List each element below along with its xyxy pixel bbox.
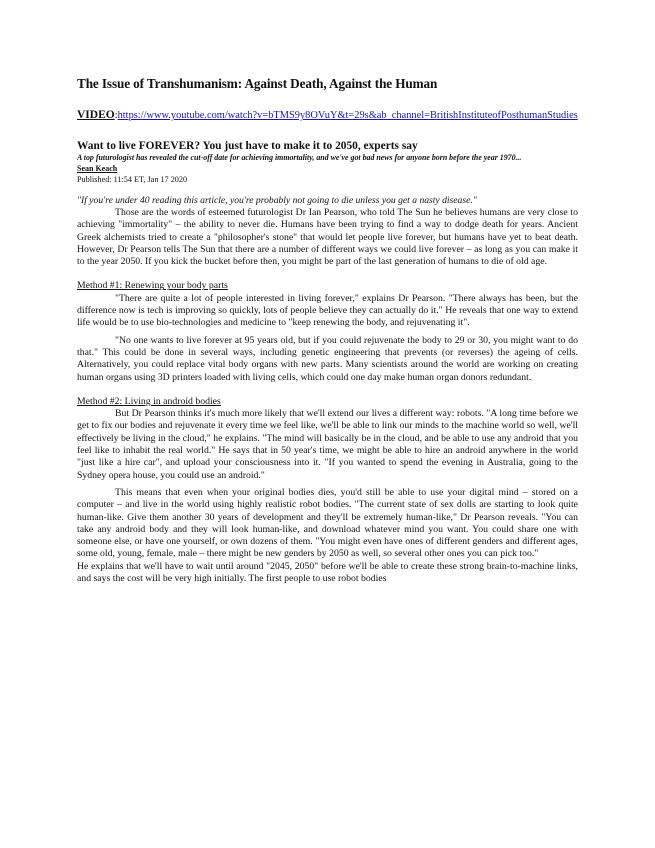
article-dek: A top futurologist has revealed the cut-off date for achieving immortality, and we've got bad news for anyone born before the year 1970...	[77, 153, 522, 162]
video-label: VIDEO	[77, 109, 115, 121]
method-1-paragraph-1: "There are quite a lot of people interested in living forever," explains Dr Pearson. "There always has been, but the difference now is tech is improving so quickly, lots of people believe they can actually do it." He reveals that one way to extend life would be to use bio-technologies and medicine to "keep renewing the body, and rejuvenating it".	[77, 292, 578, 329]
article-author: Sean Keach	[77, 164, 118, 173]
article-headline: Want to live FOREVER? You just have to make it to 2050, experts say	[77, 140, 418, 152]
article-published-date: Published: 11:54 ET, Jan 17 2020	[77, 175, 188, 184]
method-1-heading: Method #1: Renewing your body parts	[77, 280, 228, 292]
document-body	[77, 76, 578, 585]
video-separator: :	[114, 110, 118, 121]
pull-quote: "If you're under 40 reading this article, you're probably not going to die unless you get a nasty disease."	[77, 195, 477, 206]
document-title: The Issue of Transhumanism: Against Death, Against the Human	[77, 76, 438, 91]
method-2-paragraph-3: He explains that we'll have to wait until around "2045, 2050" before we'll be able to create these strong brain-to-machine links, and says the cost will be very high initially. The first people to use robot bodies	[77, 560, 578, 585]
video-reference	[77, 109, 578, 122]
method-2-paragraph-1: But Dr Pearson thinks it's much more likely that we'll extend our lives a different way: robots. "A long time before we get to fix our bodies and rejuvenate it every time we feel like, we'll be able to link our minds to the machine world so well, we'll effectively be living in the cloud," he explains. "The mind will basically be in the cloud, and be able to use any android that you feel like to inhabit the real world." He says that in 50 year's time, we might be able to hire an android anywhere in the world "just like a hire car", and upload your consciousness into it. "If you wanted to spend the evening in Australia, going to the Sydney opera house, you could use an android."	[77, 408, 578, 481]
video-link[interactable]: https://www.youtube.com/watch?v=bTMS9y8OVuY&t=29s&ab_channel=BritishInstituteofPosthumanStudies	[117, 110, 578, 121]
method-2-heading: Method #2: Living in android bodies	[77, 395, 221, 407]
method-2-paragraph-2: This means that even when your original bodies dies, you'd still be able to use your digital mind – stored on a computer – and live in the world using highly realistic robot bodies. "The current state of sex dolls are starting to look quite human-like. Give them another 30 years of development and they'll be extremely human-like," Dr Pearson reveals. "You can take any android body and they will look human-like, and download whatever mind you want. You could share one with someone else, or have one yourself, or own dozens of them. "You might even have ones of different genders and different ages, some old, young, female, male – there might be new genders by 2050 as well, so several other ones you can pick too."	[77, 486, 578, 560]
intro-paragraph: Those are the words of esteemed futurologist Dr Ian Pearson, who told The Sun he believes humans are very close to achieving "immortality" – the ability to never die. Humans have been trying to find a way to dodge death for years. Ancient Greek alchemists tried to create a "philosopher's stone" that would let people live forever, but humans have yet to beat death. However, Dr Pearson tells The Sun that there are a number of different ways we could live forever – as long as you can make it to the year 2050. If you kick the bucket before then, you might be part of the last generation of humans to die of old age.	[77, 207, 578, 268]
method-1-paragraph-2: "No one wants to live forever at 95 years old, but if you could rejuvenate the body to 29 or 30, you might want to do that." This could be done in several ways, including genetic engineering that prevents (or reverses) the ageing of cells. Alternatively, you could replace vital body organs with new parts. Many scientists around the world are working on creating human organs using 3D printers loaded with living cells, which could one day make human organ donors redundant.	[77, 334, 578, 383]
